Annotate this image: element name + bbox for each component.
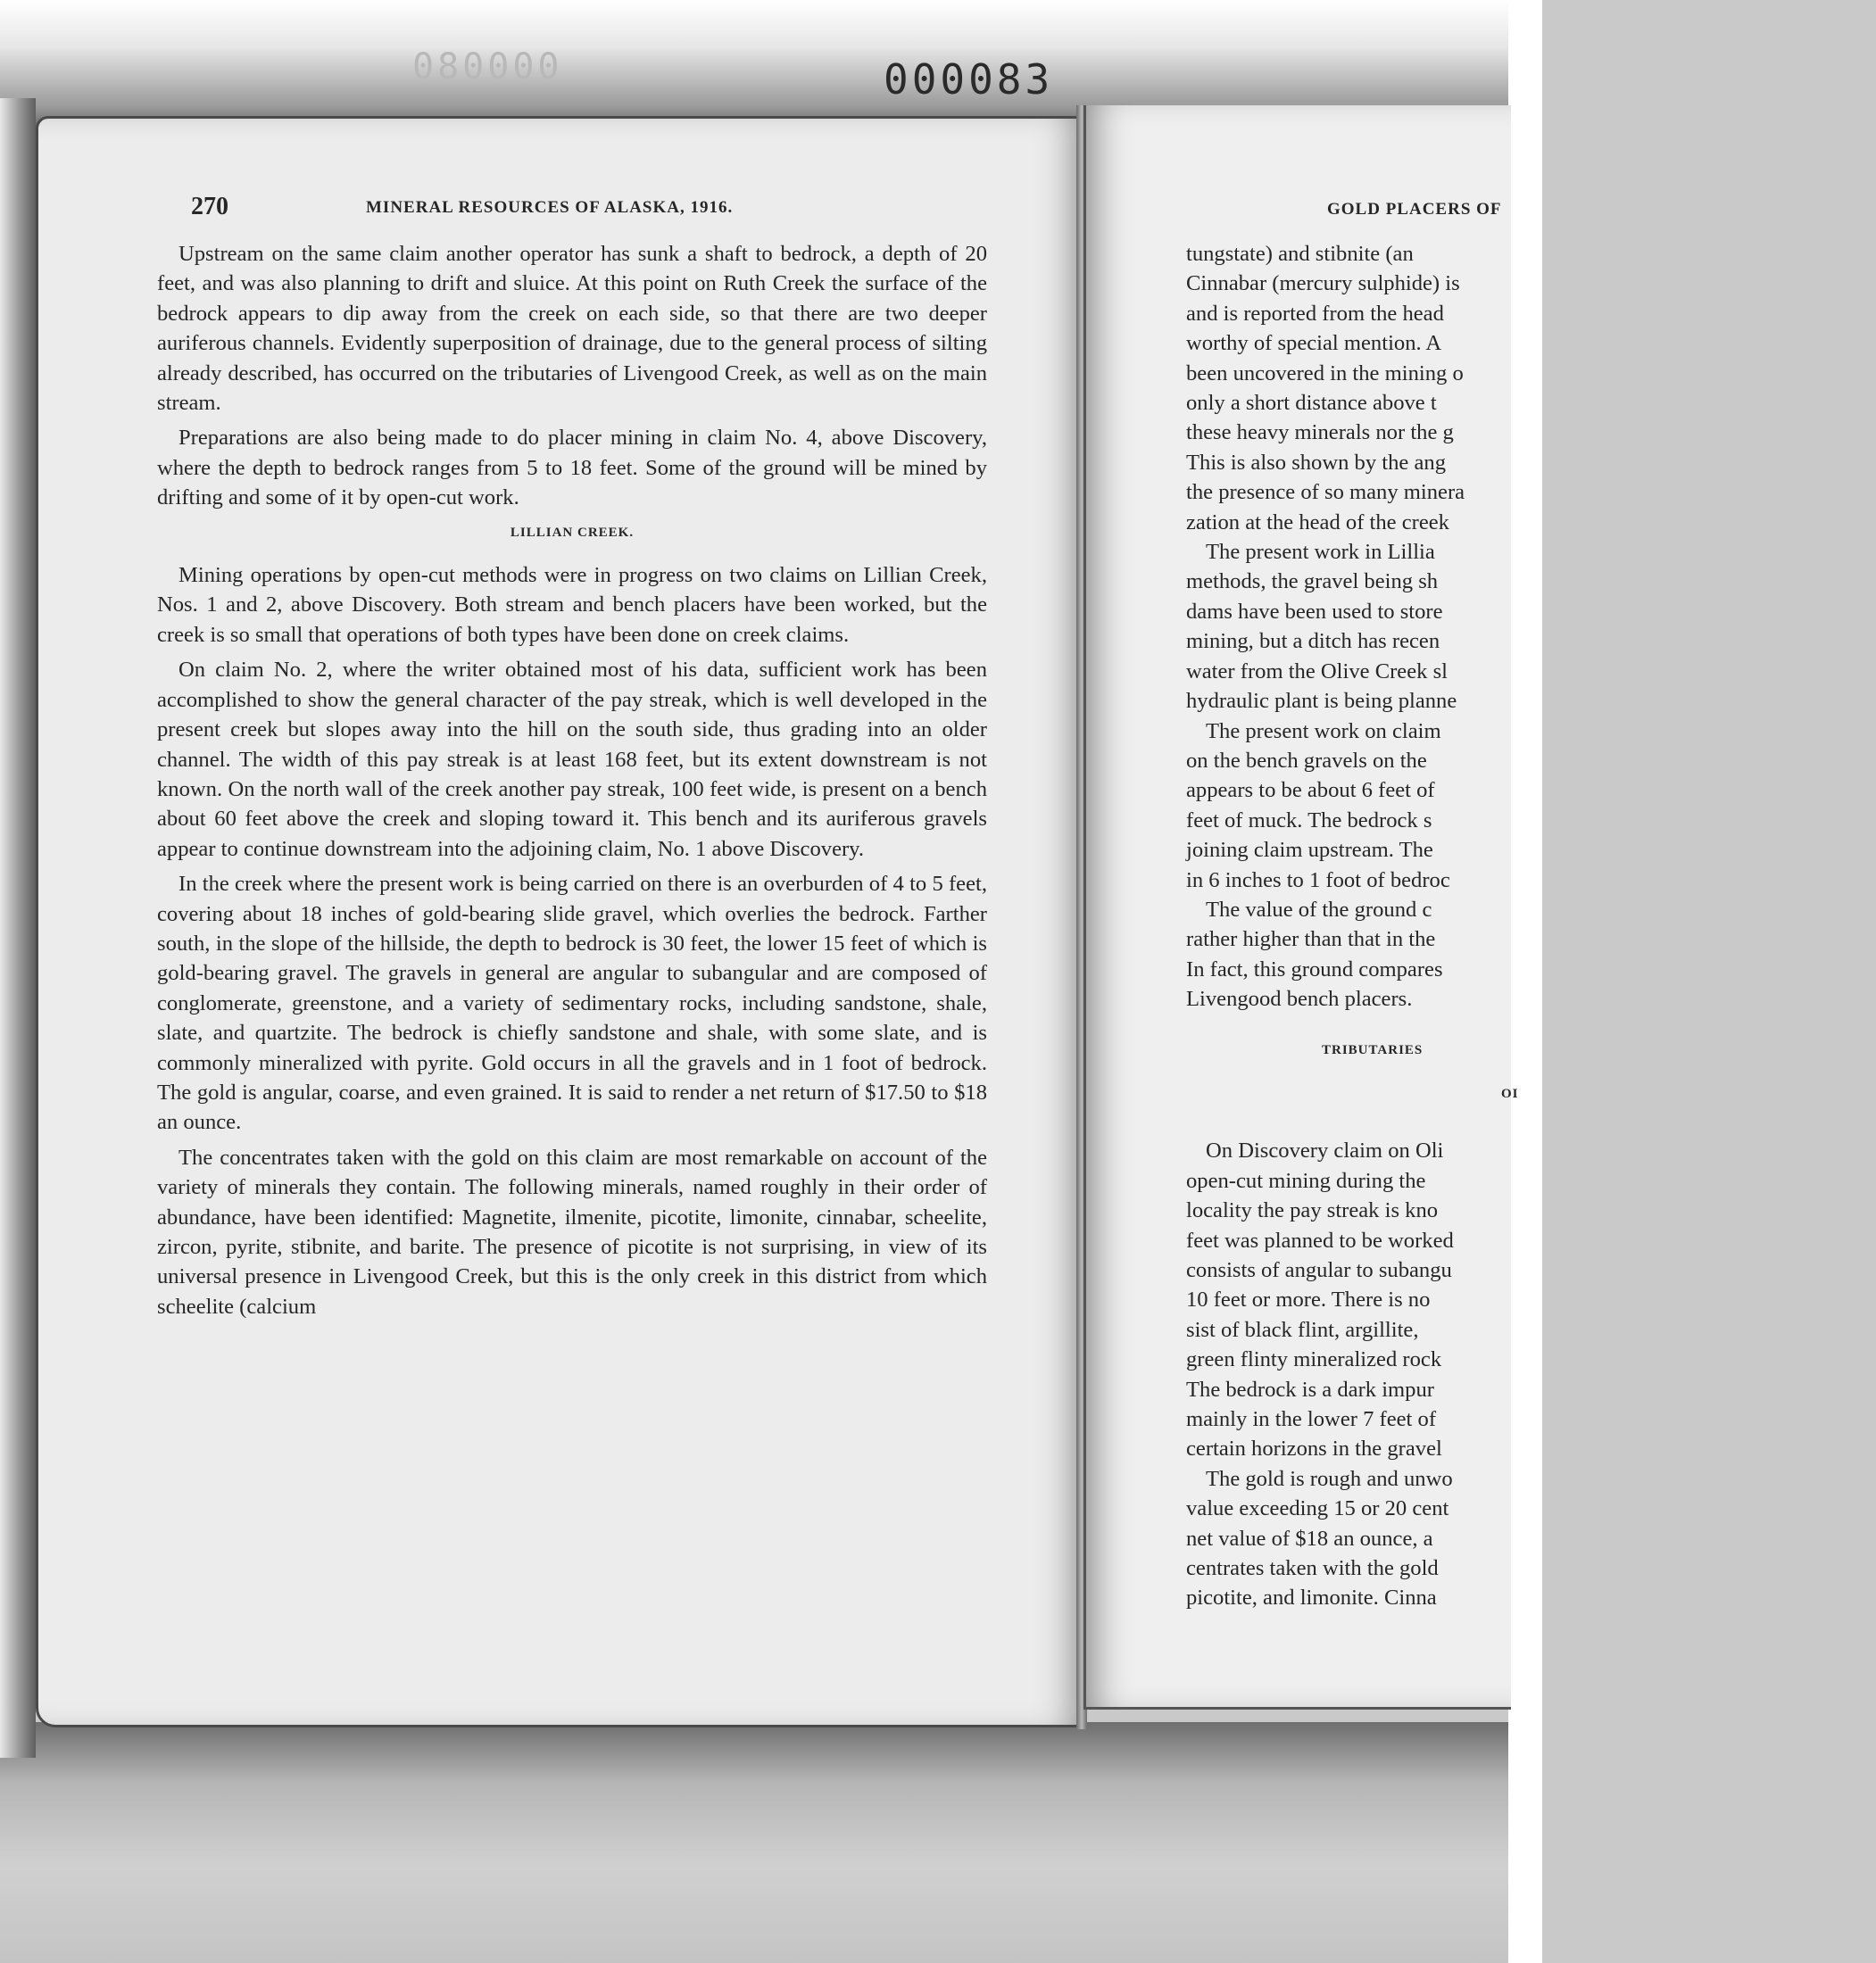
text-line: on the bench gravels on the [1186,748,1427,773]
section-heading: LILLIAN CREEK. [510,525,635,540]
paragraph: On claim No. 2, where the writer obtained most of his data, sufficient work has been accomplished to show the general character of the pay streak, which is well developed in the present creek but slopes away into the hill on the south side, thus grading into an older channel. The width of this pay streak is at least 168 feet, but its extent downstream is not known. On the north wall of the creek another pay streak, 100 feet wide, is present on a bench about 60 feet above the creek and sloping toward it. This bench and its auriferous gravels appear to continue downstream into the adjoining claim, No. 1 above Discovery. [157,658,987,861]
paragraph: Preparations are also being made to do placer mining in claim No. 4, above Discovery, where the depth to bedrock ranges from 5 to 18 feet. Some of the ground will be mined by drifting and some of it by open-cut work. [157,426,987,510]
text-line: mainly in the lower 7 feet of [1186,1407,1437,1432]
text-line: centrates taken with the gold [1186,1556,1439,1581]
text-line: green flinty mineralized rock [1186,1347,1442,1372]
paragraph: In the creek where the present work is being carried on there is an overburden of 4 to 5 feet, covering about 18 inches of gold-bearing slide gravel, which overlies the bedrock. Farther south, in the slope of the hillside, the depth to bedrock is 30 feet, the lower 15 feet of which is gold-bearing gravel. The gravels in general are angular to subangular and are composed of conglomerate, greenstone, and a variety of sedimentary rocks, including sandstone, shale, slate, and quartzite. The bedrock is chiefly sandstone and shale, with some slate, and is commonly mineralized with pyrite. Gold occurs in all the gravels and in 1 foot of bedrock. The gold is angular, coarse, and even grained. It is said to render a net return of $17.50 to $18 an ounce. [157,872,987,1135]
text-line: and is reported from the head [1186,301,1444,326]
text-line: tungstate) and stibnite (an [1186,242,1414,266]
book-edge-left [0,98,36,1758]
text-line: feet of muck. The bedrock s [1186,808,1432,832]
left-running-head: MINERAL RESOURCES OF ALASKA, 1916. [366,198,734,217]
text-line: rather higher than that in the [1186,927,1436,952]
text-line: net value of $18 an ounce, a [1186,1526,1433,1551]
text-line: The value of the ground c [1206,897,1432,922]
text-line: joining claim upstream. The [1186,838,1433,863]
text-line: water from the Olive Creek sl [1186,658,1448,683]
right-block-4 [1186,895,1561,1015]
text-line: This is also shown by the ang [1186,450,1447,475]
text-line: open-cut mining during the [1186,1168,1426,1193]
text-line: sist of black flint, argillite, [1186,1317,1419,1342]
text-line: locality the pay streak is kno [1186,1198,1439,1223]
text-line: only a short distance above t [1186,391,1437,416]
text-line: dams have been used to store [1186,599,1443,624]
text-line: In fact, this ground compares [1186,957,1443,981]
text-line: The bedrock is a dark impur [1186,1377,1434,1402]
right-section-heading: TRIBUTARIES [1322,1042,1424,1057]
text-line: the presence of so many minera [1186,480,1465,505]
text-line: The present work in Lillia [1206,540,1435,565]
text-line: picotite, and limonite. Cinna [1186,1586,1437,1611]
text-line: these heavy minerals nor the g [1186,420,1454,445]
paragraph: The concentrates taken with the gold on this claim are most remarkable on account of the variety of minerals they contain. The following minerals, named roughly in their order of abundance, have been identified: Magnetite, ilmenite, picotite, limonite, cinnabar, scheelite, zircon, pyrite, stibnite, and barite. The presence of picotite is not surprising, in view of its universal presence in Livengood Creek, but this is the only creek in this district from which scheelite (calcium [157,1145,987,1319]
page-number: 270 [191,193,228,220]
text-line: value exceeding 15 or 20 cent [1186,1496,1449,1521]
right-page-text [1186,239,1561,1613]
text-line: mining, but a ditch has recen [1186,629,1440,654]
text-line: consists of angular to subangu [1186,1258,1452,1282]
text-line: The gold is rough and unwo [1206,1466,1453,1491]
paragraph: Mining operations by open-cut methods were in progress on two claims on Lillian Creek, Nos. 1 and 2, above Discovery. Both stream and bench placers have been worked, but the creek is so small that operations of both types have been done on creek claims. [157,563,987,647]
text-line: On Discovery claim on Oli [1206,1139,1444,1164]
text-line: in 6 inches to 1 foot of bedroc [1186,867,1450,892]
faded-stamp-number: 080000 [412,46,563,87]
scan-shadow-bottom [0,1722,1542,1963]
paragraph: Upstream on the same claim another operator has sunk a shaft to bedrock, a depth of 20 feet, and was also planning to drift and sluice. At this point on Ruth Creek the surface of the bedrock appears to dip away from the creek on each side, so that there are two deeper auriferous channels. Evidently superposition of drainage, due to the general process of silting already described, has occurred on the tributaries of Livengood Creek, as well as on the main stream. [157,242,987,416]
text-line: feet was planned to be worked [1186,1228,1454,1253]
right-section-subheading: OI [1501,1086,1519,1101]
text-line: Cinnabar (mercury sulphide) is [1186,271,1460,296]
stamp-number: 000083 [884,55,1054,104]
text-line: 10 feet or more. There is no [1186,1288,1431,1313]
text-line: appears to be about 6 feet of [1186,778,1435,803]
text-line: certain horizons in the gravel [1186,1437,1442,1462]
right-block-1 [1186,239,1561,537]
right-running-head: GOLD PLACERS OF [1327,200,1502,219]
right-block-6 [1186,1464,1561,1613]
text-line: zation at the head of the creek [1186,509,1449,534]
text-line: methods, the gravel being sh [1186,569,1439,594]
right-block-3 [1186,716,1561,895]
right-block-2 [1186,537,1561,716]
left-page-text [157,239,987,1321]
text-line: been uncovered in the mining o [1186,360,1464,385]
text-line: hydraulic plant is being planne [1186,689,1457,714]
text-line: The present work on claim [1206,718,1441,743]
text-line: Livengood bench placers. [1186,987,1413,1012]
text-line: worthy of special mention. A [1186,331,1442,356]
right-page [1083,105,1519,1710]
right-block-5 [1186,1136,1561,1463]
